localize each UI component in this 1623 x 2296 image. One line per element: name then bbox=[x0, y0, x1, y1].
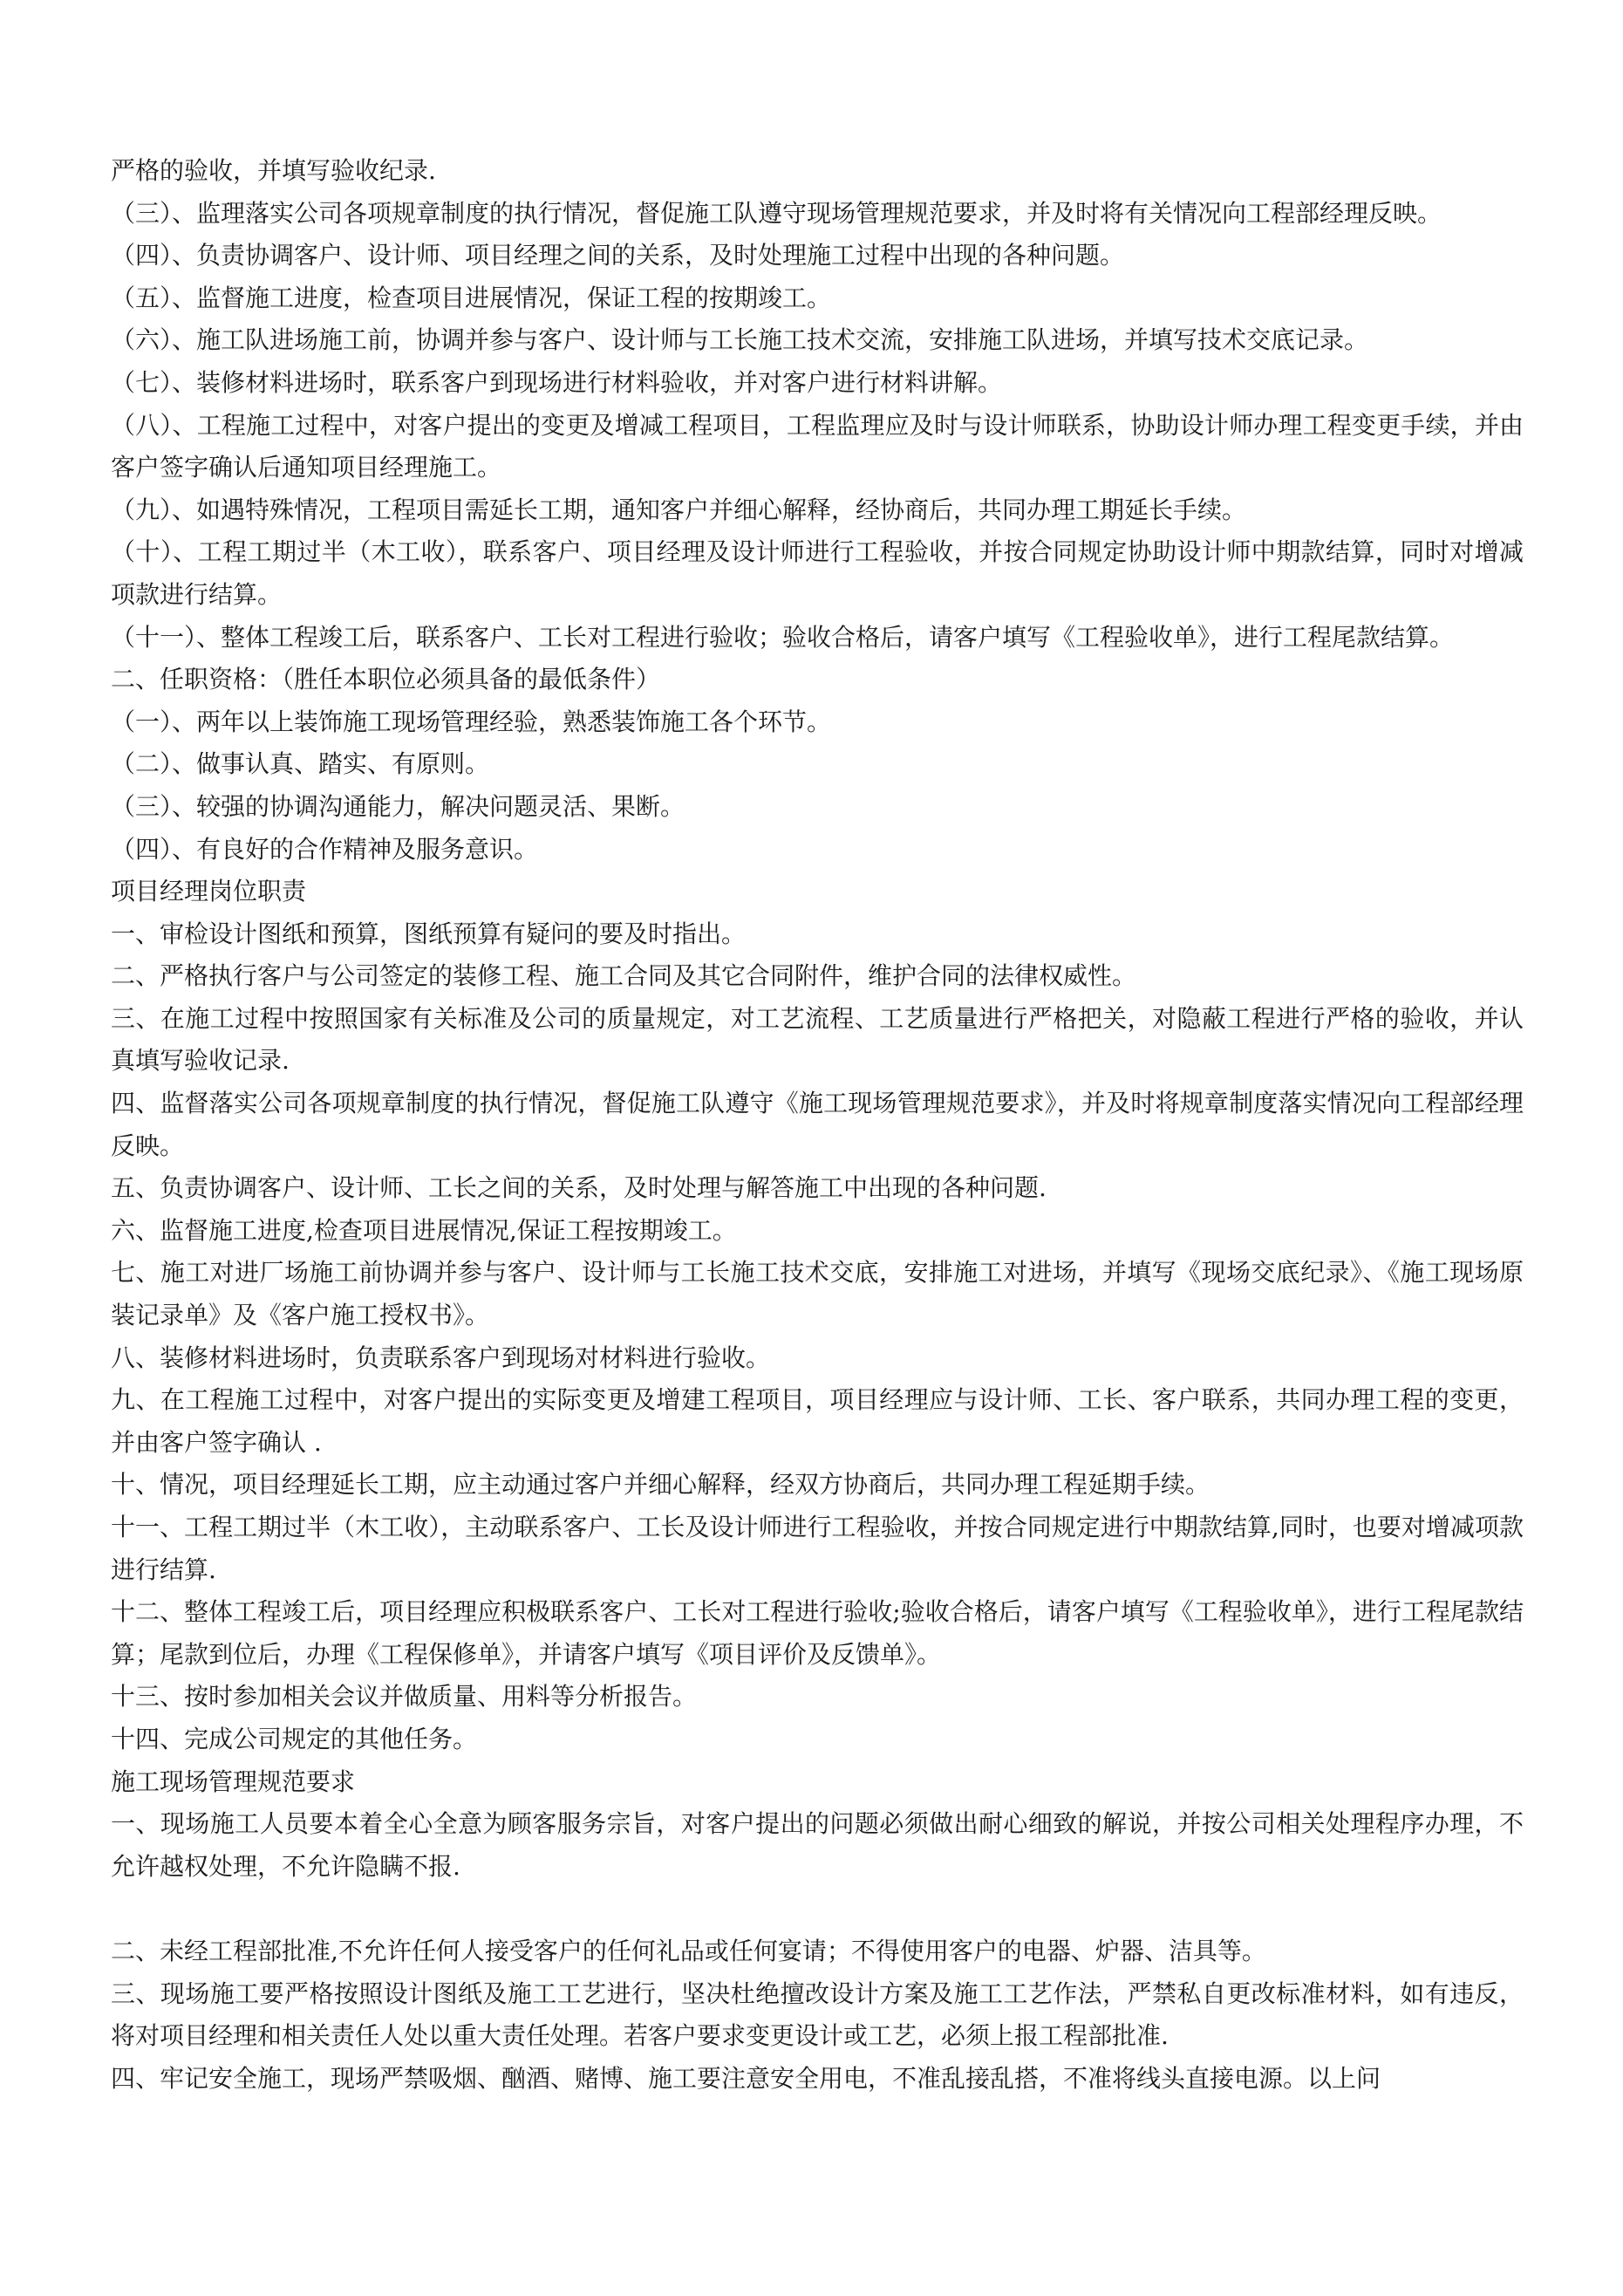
paragraph-15: （四）、有良好的合作精神及服务意识。 bbox=[111, 834, 539, 864]
paragraph-12: （一）、两年以上装饰施工现场管理经验，熟悉装饰施工各个环节。 bbox=[111, 707, 832, 736]
blank-line bbox=[111, 1888, 1524, 1930]
paragraph-34: 二、未经工程部批准,不允许任何人接受客户的任何礼品或任何宴请；不得使用客户的电器、炉器、洁具等。 bbox=[111, 1936, 1266, 1965]
paragraph-7: （八）、工程施工过程中，对客户提出的变更及增减工程项目，工程监理应及时与设计师联系，协助设计师办理工程变更手续，并由客户签字确认后通知项目经理施工。 bbox=[111, 410, 1524, 482]
paragraph-18: 二、严格执行客户与公司签定的装修工程、施工合同及其它合同附件，维护合同的法律权威性。 bbox=[111, 961, 1137, 991]
paragraph-36: 四、牢记安全施工，现场严禁吸烟、酗酒、赌博、施工要注意安全用电，不准乱接乱搭，不准将线头直接电源。以上问 bbox=[111, 2063, 1381, 2093]
paragraph-30: 十四、完成公司规定的其他任务。 bbox=[111, 1724, 478, 1753]
paragraph-24: 八、装修材料进场时，负责联系客户到现场对材料进行验收。 bbox=[111, 1343, 771, 1372]
paragraph-14: （三）、较强的协调沟通能力，解决问题灵活、果断。 bbox=[111, 791, 685, 821]
paragraph-21: 五、负责协调客户、设计师、工长之间的关系，及时处理与解答施工中出现的各种问题. bbox=[111, 1173, 1047, 1203]
paragraph-25: 九、在工程施工过程中，对客户提出的实际变更及增建工程项目，项目经理应与设计师、工长、客户联系，共同办理工程的变更，并由客户签字确认 . bbox=[111, 1385, 1524, 1457]
document-body bbox=[111, 150, 1524, 2100]
paragraph-10: （十一）、整体工程竣工后，联系客户、工长对工程进行验收；验收合格后，请客户填写《工程验收单》，进行工程尾款结算。 bbox=[111, 622, 1455, 652]
paragraph-23: 七、施工对进厂场施工前协调并参与客户、设计师与工长施工技术交底，安排施工对进场，并填写《现场交底纪录》、《施工现场原装记录单》及《客户施工授权书》。 bbox=[111, 1258, 1524, 1330]
paragraph-9: （十）、工程工期过半（木工收），联系客户、项目经理及设计师进行工程验收，并按合同规定协助设计师中期款结算，同时对增减项款进行结算。 bbox=[111, 537, 1524, 609]
section-heading-project-manager: 项目经理岗位职责 bbox=[111, 877, 307, 906]
paragraph-22: 六、监督施工进度,检查项目进展情况,保证工程按期竣工。 bbox=[111, 1215, 737, 1245]
paragraph-6: （七）、装修材料进场时，联系客户到现场进行材料验收，并对客户进行材料讲解。 bbox=[111, 367, 1003, 397]
paragraph-3: （四）、负责协调客户、设计师、项目经理之间的关系，及时处理施工过程中出现的各种问题。 bbox=[111, 241, 1125, 270]
section-heading-site-management: 施工现场管理规范要求 bbox=[111, 1766, 356, 1796]
paragraph-13: （二）、做事认真、踏实、有原则。 bbox=[111, 749, 490, 779]
paragraph-29: 十三、按时参加相关会议并做质量、用料等分析报告。 bbox=[111, 1682, 698, 1712]
paragraph-1: 严格的验收，并填写验收纪录. bbox=[111, 156, 436, 185]
section-heading-qualifications: 二、任职资格：（胜任本职位必须具备的最低条件） bbox=[111, 665, 661, 694]
paragraph-32: 一、现场施工人员要本着全心全意为顾客服务宗旨，对客户提出的问题必须做出耐心细致的解说，并按公司相关处理程序办理，不允许越权处理，不允许隐瞒不报. bbox=[111, 1809, 1524, 1881]
paragraph-20: 四、监督落实公司各项规章制度的执行情况，督促施工队遵守《施工现场管理规范要求》，并及时将规章制度落实情况向工程部经理反映。 bbox=[111, 1089, 1524, 1160]
paragraph-2: （三）、监理落实公司各项规章制度的执行情况，督促施工队遵守现场管理规范要求，并及时将有关情况向工程部经理反映。 bbox=[111, 198, 1442, 228]
paragraph-28: 十二、整体工程竣工后，项目经理应积极联系客户、工长对工程进行验收;验收合格后，请客户填写《工程验收单》，进行工程尾款结算；尾款到位后，办理《工程保修单》，并请客户填写《项目评价及反馈单》。 bbox=[111, 1597, 1524, 1669]
paragraph-35: 三、现场施工要严格按照设计图纸及施工工艺进行，坚决杜绝擅改设计方案及施工工艺作法，严禁私自更改标准材料，如有违反，将对项目经理和相关责任人处以重大责任处理。若客户要求变更设计或工艺，必须上报工程部批准. bbox=[111, 1978, 1524, 2051]
paragraph-17: 一、审检设计图纸和预算，图纸预算有疑问的要及时指出。 bbox=[111, 919, 747, 948]
paragraph-8: （九）、如遇特殊情况，工程项目需延长工期，通知客户并细心解释，经协商后，共同办理工期延长手续。 bbox=[111, 495, 1247, 524]
paragraph-5: （六）、施工队进场施工前，协调并参与客户、设计师与工长施工技术交流，安排施工队进场，并填写技术交底记录。 bbox=[111, 325, 1369, 355]
paragraph-27: 十一、工程工期过半（木工收），主动联系客户、工长及设计师进行工程验收，并按合同规定进行中期款结算,同时，也要对增减项款进行结算. bbox=[111, 1513, 1524, 1584]
paragraph-4: （五）、监督施工进度，检查项目进展情况，保证工程的按期竣工。 bbox=[111, 283, 832, 312]
paragraph-26: 十、情况，项目经理延长工期，应主动通过客户并细心解释，经双方协商后，共同办理工程延期手续。 bbox=[111, 1470, 1210, 1500]
paragraph-19: 三、在施工过程中按照国家有关标准及公司的质量规定，对工艺流程、工艺质量进行严格把关，对隐蔽工程进行严格的验收，并认真填写验收记录. bbox=[111, 1003, 1524, 1076]
